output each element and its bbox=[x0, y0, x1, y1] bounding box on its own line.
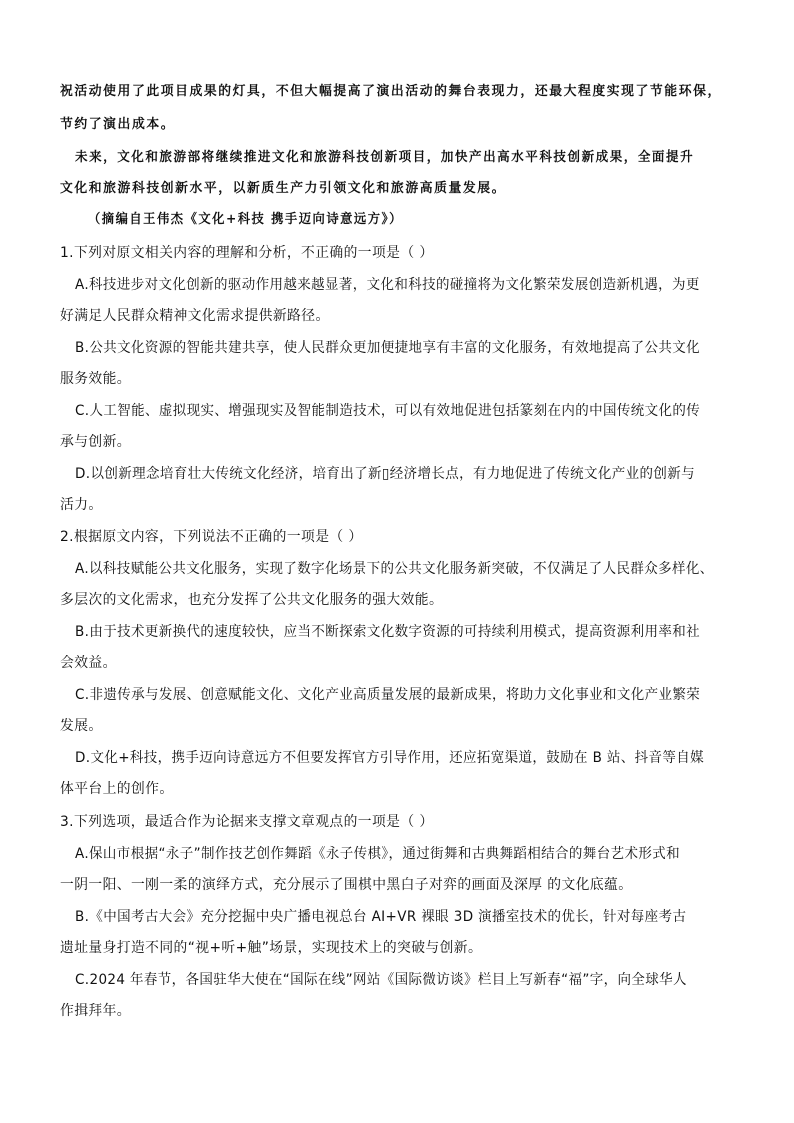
option-line: 好满足人民群众精神文化需求提供新路径。 bbox=[60, 308, 330, 324]
option-line: B.公共文化资源的智能共建共享，使人民群众更加便捷地享有丰富的文化服务，有效地提高了公共文化 bbox=[75, 340, 700, 356]
option-line: D.文化+科技，携手迈向诗意远方不但要发挥官方引导作用，还应拓宽渠道，鼓励在 B 站、抖音等自媒 bbox=[75, 750, 705, 766]
option-line: 一阴一阳、一刚一柔的演绎方式，充分展示了围棋中黑白子对弈的画面及深厚 的文化底蕴。 bbox=[60, 877, 633, 893]
option-line: 发展。 bbox=[60, 718, 103, 734]
option-line: 体平台上的创作。 bbox=[60, 781, 174, 797]
option-line: C.2024 年春节，各国驻华大使在“国际在线”网站《国际微访谈》栏目上写新春“福”字，向全球华人 bbox=[75, 972, 687, 988]
passage-line: 祝活动使用了此项目成果的灯具，不但大幅提高了演出活动的舞台表现力，还最大程度实现了节能环保， bbox=[60, 84, 722, 99]
passage-line: 未来，文化和旅游部将继续推进文化和旅游科技创新项目，加快产出高水平科技创新成果，全面提升 bbox=[75, 150, 695, 165]
option-line: 多层次的文化需求，也充分发挥了公共文化服务的强大效能。 bbox=[60, 592, 444, 608]
option-line: 活力。 bbox=[60, 497, 103, 513]
option-line: A.科技进步对文化创新的驱动作用越来越显著，文化和科技的碰撞将为文化繁荣发展创造新机遇，为更 bbox=[75, 277, 700, 293]
option-line: B.由于技术更新换代的速度较快，应当不断探索文化数字资源的可持续利用模式，提高资源利用率和社 bbox=[75, 624, 700, 640]
question-stem: 3.下列选项，最适合作为论据来支撑文章观点的一项是（ ） bbox=[60, 814, 434, 830]
passage-line: 节约了演出成本。 bbox=[60, 117, 176, 132]
option-line: 遗址量身打造不同的“视+听+触”场景，实现技术上的突破与创新。 bbox=[60, 940, 483, 956]
option-line: 会效益。 bbox=[60, 655, 117, 671]
question-stem: 1.下列对原文相关内容的理解和分析，不正确的一项是（ ） bbox=[60, 245, 434, 261]
option-line: A.以科技赋能公共文化服务，实现了数字化场景下的公共文化服务新突破，不仅满足了人民群众多样化、 bbox=[75, 561, 714, 577]
option-line: C.非遗传承与发展、创意赋能文化、文化产业高质量发展的最新成果，将助力文化事业和文化产业繁荣 bbox=[75, 687, 701, 703]
passage-source: （摘编自王伟杰《文化+科技 携手迈向诗意远方》） bbox=[88, 212, 403, 227]
option-line: A.保山市根据“永子”制作技艺创作舞蹈《永子传棋》，通过街舞和古典舞蹈相结合的舞台艺术形式和 bbox=[75, 846, 680, 862]
option-line: 承与创新。 bbox=[60, 434, 131, 450]
option-line: D.以创新理念培育壮大传统文化经济，培育出了新▯经济增长点，有力地促进了传统文化产业的创新与 bbox=[75, 466, 696, 482]
question-stem: 2.根据原文内容，下列说法不正确的一项是（ ） bbox=[60, 529, 363, 545]
option-line: 服务效能。 bbox=[60, 371, 131, 387]
option-line: B.《中国考古大会》充分挖掘中央广播电视总台 AI+VR 裸眼 3D 演播室技术的优长，针对每座考古 bbox=[75, 909, 687, 925]
passage-line: 文化和旅游科技创新水平，以新质生产力引领文化和旅游高质量发展。 bbox=[60, 181, 507, 196]
option-line: C.人工智能、虚拟现实、增强现实及智能制造技术，可以有效地促进包括篆刻在内的中国传统文化的传 bbox=[75, 403, 701, 419]
option-line: 作揖拜年。 bbox=[60, 1003, 131, 1019]
